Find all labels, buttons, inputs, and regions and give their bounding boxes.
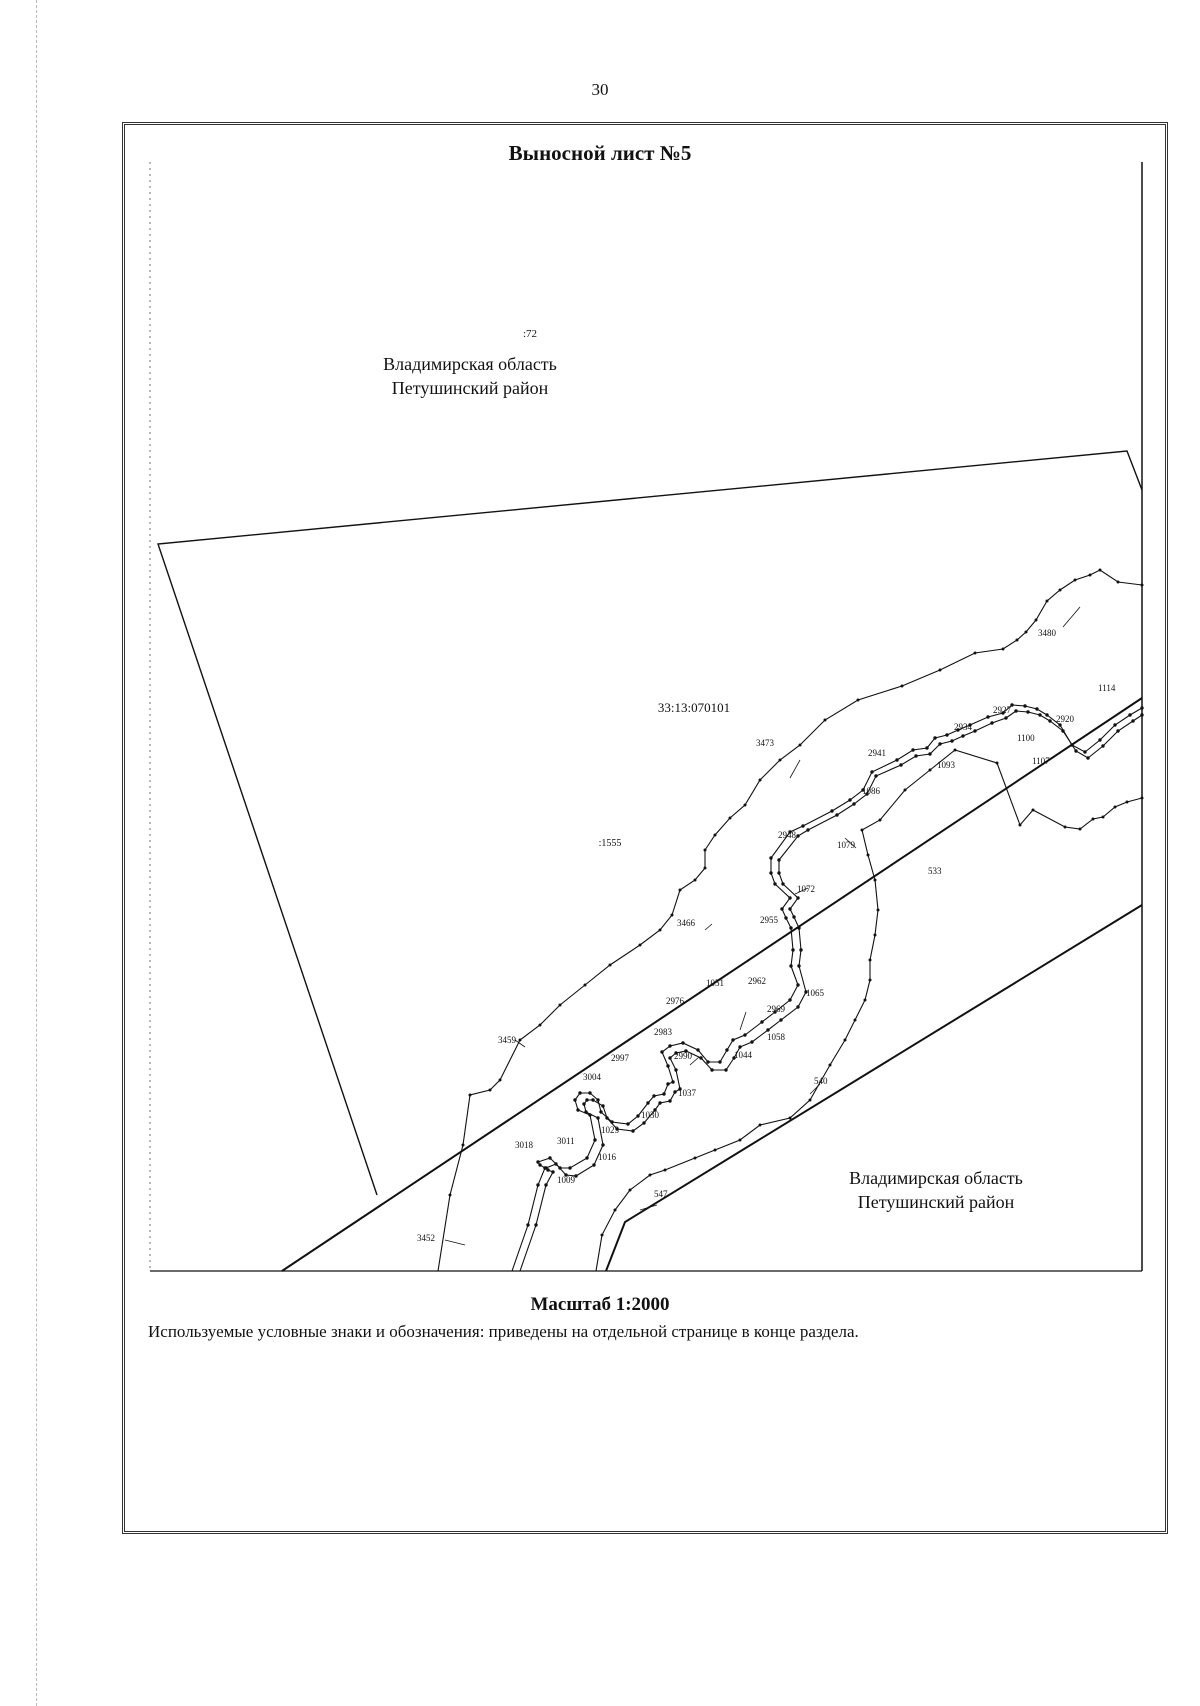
boundary-vertex bbox=[559, 1004, 562, 1007]
boundary-vertex bbox=[706, 1060, 709, 1063]
point-label: 1058 bbox=[767, 1032, 785, 1042]
boundary-vertex bbox=[662, 1092, 665, 1095]
boundary-vertex bbox=[605, 1116, 608, 1119]
boundary-vertex bbox=[519, 1039, 522, 1042]
boundary-vertex bbox=[1131, 719, 1134, 722]
boundary-vertex bbox=[939, 669, 942, 672]
boundary-vertex bbox=[788, 896, 791, 899]
point-label: 2990 bbox=[674, 1051, 692, 1061]
boundary-vertex bbox=[1046, 600, 1049, 603]
point-label: 3473 bbox=[756, 738, 774, 748]
boundary-vertex bbox=[869, 959, 872, 962]
region-label-top-line1: Владимирская область bbox=[383, 354, 557, 374]
boundary-vertex bbox=[596, 1098, 599, 1101]
point-label: 2983 bbox=[654, 1027, 672, 1037]
boundary-vertex bbox=[614, 1209, 617, 1212]
boundary-vertex bbox=[666, 1082, 669, 1085]
boundary-vertex bbox=[1025, 631, 1028, 634]
boundary-vertex bbox=[601, 1234, 604, 1237]
boundary-vertex bbox=[699, 1056, 702, 1059]
boundary-vertex bbox=[929, 769, 932, 772]
label-leaders bbox=[445, 607, 1080, 1245]
boundary-vertex bbox=[642, 1121, 645, 1124]
boundary-vertex bbox=[1141, 797, 1144, 800]
boundary-vertex bbox=[829, 1064, 832, 1067]
boundary-vertex bbox=[743, 1033, 746, 1036]
stream-line-a bbox=[512, 705, 1142, 1271]
boundary-vertex bbox=[867, 854, 870, 857]
point-label: 1009 bbox=[557, 1175, 575, 1185]
boundary-vertex bbox=[904, 789, 907, 792]
boundary-vertex bbox=[789, 926, 792, 929]
boundary-vertex bbox=[806, 828, 809, 831]
boundary-vertex bbox=[792, 915, 795, 918]
boundary-vertex bbox=[1048, 719, 1051, 722]
boundary-vertex bbox=[895, 758, 898, 761]
boundary-vertex bbox=[938, 742, 941, 745]
point-label: 1016 bbox=[598, 1152, 616, 1162]
boundary-vertex bbox=[781, 882, 784, 885]
boundary-vertex bbox=[777, 858, 780, 861]
point-label: 2941 bbox=[868, 748, 886, 758]
boundary-vertex bbox=[724, 1068, 727, 1071]
scale-label: Масштаб 1:2000 bbox=[530, 1294, 670, 1315]
boundary-vertex bbox=[679, 889, 682, 892]
boundary-vertex bbox=[911, 748, 914, 751]
boundary-vertex bbox=[674, 1068, 677, 1071]
boundary-vertex bbox=[718, 1060, 721, 1063]
point-label: 1023 bbox=[601, 1125, 619, 1135]
boundary-vertex bbox=[797, 926, 800, 929]
boundary-vertex bbox=[568, 1166, 571, 1169]
boundary-vertex bbox=[1098, 738, 1101, 741]
boundary-vertex bbox=[526, 1223, 529, 1226]
boundary-vertex bbox=[738, 1045, 741, 1048]
boundary-vertex bbox=[996, 762, 999, 765]
boundary-vertex bbox=[874, 879, 877, 882]
boundary-vertex bbox=[848, 798, 851, 801]
cadastral-quarter-label: 33:13:070101 bbox=[657, 700, 731, 715]
boundary-vertex bbox=[576, 1108, 579, 1111]
boundary-vertex bbox=[1026, 710, 1029, 713]
boundary-vertex bbox=[725, 1048, 728, 1051]
boundary-vertex bbox=[449, 1194, 452, 1197]
boundary-vertex bbox=[1061, 729, 1064, 732]
boundary-vertex bbox=[899, 763, 902, 766]
boundary-vertex bbox=[582, 1102, 585, 1105]
boundary-vertex bbox=[646, 1101, 649, 1104]
boundary-vertex bbox=[593, 1138, 596, 1141]
boundary-vertex bbox=[950, 739, 953, 742]
boundary-vertex bbox=[536, 1160, 539, 1163]
point-label: 1079 bbox=[837, 840, 855, 850]
boundary-vertex bbox=[789, 964, 792, 967]
point-label: 2948 bbox=[778, 830, 796, 840]
boundary-vertex bbox=[1086, 756, 1089, 759]
boundary-vertex bbox=[788, 998, 791, 1001]
point-label: 3466 bbox=[677, 918, 695, 928]
boundary-vertex bbox=[1035, 707, 1038, 710]
boundary-vertex bbox=[469, 1094, 472, 1097]
boundary-vertex bbox=[1045, 713, 1048, 716]
boundary-vertex bbox=[877, 909, 880, 912]
boundary-vertex bbox=[609, 964, 612, 967]
boundary-vertex bbox=[835, 813, 838, 816]
boundary-vertex bbox=[759, 779, 762, 782]
point-label: 1107 bbox=[1032, 756, 1050, 766]
boundary-vertex bbox=[1102, 816, 1105, 819]
boundary-vertex bbox=[801, 824, 804, 827]
boundary-vertex bbox=[652, 1094, 655, 1097]
boundary-vertex bbox=[861, 829, 864, 832]
boundary-vertex bbox=[714, 834, 717, 837]
point-label: 2962 bbox=[748, 976, 766, 986]
point-label: 2927 bbox=[993, 705, 1011, 715]
boundary-vertex bbox=[585, 1098, 588, 1101]
boundary-vertex bbox=[830, 809, 833, 812]
boundary-vertex bbox=[1126, 801, 1129, 804]
boundary-vertex bbox=[601, 1143, 604, 1146]
boundary-vertex bbox=[1089, 574, 1092, 577]
boundary-vertex bbox=[592, 1163, 595, 1166]
boundary-vertex bbox=[864, 999, 867, 1002]
boundary-vertex bbox=[668, 1099, 671, 1102]
boundary-vertex bbox=[1032, 809, 1035, 812]
point-label: 3011 bbox=[557, 1136, 575, 1146]
point-label: 2976 bbox=[666, 996, 684, 1006]
boundary-vertex bbox=[759, 1124, 762, 1127]
boundary-vertex bbox=[1035, 619, 1038, 622]
boundary-vertex bbox=[534, 1223, 537, 1226]
parcel-label-1555: :1555 bbox=[598, 838, 622, 849]
boundary-vertex bbox=[1070, 743, 1073, 746]
boundary-vertex bbox=[869, 979, 872, 982]
boundary-vertex bbox=[499, 1079, 502, 1082]
point-label: 3459 bbox=[498, 1035, 516, 1045]
region-label-bottom-line2: Петушинский район bbox=[857, 1192, 1015, 1212]
boundary-vertex bbox=[596, 1116, 599, 1119]
boundary-vertex bbox=[659, 929, 662, 932]
boundary-vertex bbox=[945, 733, 948, 736]
boundary-vertex bbox=[1141, 584, 1144, 587]
boundary-vertex bbox=[1038, 713, 1041, 716]
boundary-vertex bbox=[990, 721, 993, 724]
boundary-vertex bbox=[639, 944, 642, 947]
boundary-vertex bbox=[588, 1091, 591, 1094]
boundary-vertex bbox=[660, 1050, 663, 1053]
boundary-vertex bbox=[658, 1101, 661, 1104]
boundary-vertex bbox=[844, 1039, 847, 1042]
boundary-vertex bbox=[1099, 569, 1102, 572]
point-label: 1114 bbox=[1098, 683, 1116, 693]
boundary-vertex bbox=[779, 759, 782, 762]
boundary-vertex bbox=[694, 879, 697, 882]
boundary-vertex bbox=[1079, 828, 1082, 831]
boundary-vertex bbox=[1128, 713, 1131, 716]
boundary-vertices bbox=[449, 569, 1144, 1237]
boundary-vertex bbox=[809, 1099, 812, 1102]
boundary-vertex bbox=[664, 1169, 667, 1172]
boundary-vertex bbox=[729, 817, 732, 820]
point-label: 540 bbox=[814, 1076, 828, 1086]
boundary-vertex bbox=[671, 914, 674, 917]
boundary-vertex bbox=[544, 1166, 547, 1169]
boundary-vertex bbox=[539, 1024, 542, 1027]
boundary-vertex bbox=[1002, 648, 1005, 651]
boundary-vertex bbox=[462, 1144, 465, 1147]
boundary-vertex bbox=[1083, 750, 1086, 753]
boundary-vertex bbox=[681, 1041, 684, 1044]
boundary-vertex bbox=[1114, 806, 1117, 809]
point-label: 1030 bbox=[641, 1110, 659, 1120]
boundary-vertex bbox=[874, 774, 877, 777]
boundary-vertex bbox=[1116, 729, 1119, 732]
boundary-vertex bbox=[973, 729, 976, 732]
boundary-vertex bbox=[914, 754, 917, 757]
parcel-boundary-large bbox=[158, 451, 1142, 1195]
boundary-vertex bbox=[1101, 744, 1104, 747]
boundary-vertex bbox=[796, 896, 799, 899]
boundary-vertex bbox=[779, 1018, 782, 1021]
boundary-vertex bbox=[1059, 589, 1062, 592]
boundary-vertex bbox=[585, 1156, 588, 1159]
boundary-vertex bbox=[578, 1091, 581, 1094]
region-label-bottom-line1: Владимирская область bbox=[849, 1168, 1023, 1188]
boundary-vertex bbox=[1117, 581, 1120, 584]
boundary-vertex bbox=[668, 1056, 671, 1059]
boundary-vertex bbox=[1014, 709, 1017, 712]
boundary-vertex bbox=[666, 1064, 669, 1067]
boundary-vertex bbox=[974, 652, 977, 655]
boundary-vertex bbox=[1004, 716, 1007, 719]
boundary-vertex bbox=[879, 819, 882, 822]
boundary-vertex bbox=[536, 1183, 539, 1186]
boundary-vertex bbox=[1113, 723, 1116, 726]
boundary-vertex bbox=[750, 1040, 753, 1043]
boundary-vertex bbox=[1019, 824, 1022, 827]
boundary-vertex bbox=[489, 1089, 492, 1092]
boundary-vertex bbox=[601, 1104, 604, 1107]
boundary-vertex bbox=[954, 749, 957, 752]
point-label: 1072 bbox=[797, 884, 815, 894]
point-label: 1065 bbox=[806, 988, 824, 998]
boundary-vertex bbox=[789, 1117, 792, 1120]
point-label: 3004 bbox=[583, 1072, 601, 1082]
boundary-vertex bbox=[1016, 639, 1019, 642]
boundary-vertex bbox=[760, 1020, 763, 1023]
boundary-vertex bbox=[1064, 826, 1067, 829]
boundary-vertex bbox=[791, 948, 794, 951]
boundary-vertex bbox=[777, 871, 780, 874]
point-label: 1093 bbox=[937, 760, 955, 770]
boundary-vertex bbox=[544, 1183, 547, 1186]
boundary-vertex bbox=[1023, 704, 1026, 707]
boundary-vertex bbox=[870, 770, 873, 773]
point-label: 3452 bbox=[417, 1233, 435, 1243]
boundary-vertex bbox=[961, 734, 964, 737]
boundary-vertex bbox=[626, 1122, 629, 1125]
point-label: 2997 bbox=[611, 1053, 629, 1063]
point-label: 1100 bbox=[1017, 733, 1035, 743]
boundary-vertex bbox=[610, 1120, 613, 1123]
boundary-vertex bbox=[928, 752, 931, 755]
point-label: 2934 bbox=[954, 722, 972, 732]
boundary-vertex bbox=[696, 1048, 699, 1051]
boundary-vertex bbox=[1092, 818, 1095, 821]
boundary-vertex bbox=[629, 1189, 632, 1192]
point-label: 3018 bbox=[515, 1140, 533, 1150]
point-label: 1051 bbox=[706, 978, 724, 988]
point-label: 3480 bbox=[1038, 628, 1056, 638]
boundary-vertex bbox=[773, 882, 776, 885]
boundary-vertex bbox=[739, 1139, 742, 1142]
boundary-vertex bbox=[852, 802, 855, 805]
page-number: 30 bbox=[591, 80, 609, 99]
boundary-vertex bbox=[799, 948, 802, 951]
boundary-vertex bbox=[710, 1068, 713, 1071]
boundary-vertex bbox=[824, 719, 827, 722]
boundary-vertex bbox=[671, 1080, 674, 1083]
parcel-label-72: :72 bbox=[522, 328, 538, 340]
sheet-title: Выносной лист №5 bbox=[508, 141, 692, 165]
boundary-vertex bbox=[588, 1113, 591, 1116]
boundary-vertex bbox=[854, 1019, 857, 1022]
boundary-vertex bbox=[649, 1174, 652, 1177]
boundary-vertex bbox=[558, 1166, 561, 1169]
region-label-top-line2: Петушинский район bbox=[391, 378, 549, 398]
boundary-vertex bbox=[874, 934, 877, 937]
boundary-vertex bbox=[796, 1005, 799, 1008]
boundary-vertex bbox=[554, 1162, 557, 1165]
boundary-vertex bbox=[857, 699, 860, 702]
boundary-vertex bbox=[538, 1163, 541, 1166]
boundary-vertex bbox=[599, 1110, 602, 1113]
stream-line-b bbox=[520, 711, 1142, 1271]
boundary-vertex bbox=[901, 685, 904, 688]
boundary-vertex bbox=[668, 1044, 671, 1047]
boundary-vertex bbox=[1140, 713, 1143, 716]
boundary-vertex bbox=[744, 804, 747, 807]
boundary-vertex bbox=[1074, 749, 1077, 752]
boundary-vertex bbox=[925, 746, 928, 749]
boundary-vertex bbox=[769, 871, 772, 874]
boundary-vertex bbox=[780, 907, 783, 910]
boundary-vertex bbox=[784, 916, 787, 919]
boundary-vertex bbox=[573, 1098, 576, 1101]
point-label: 1044 bbox=[734, 1050, 752, 1060]
boundary-vertex bbox=[584, 1110, 587, 1113]
point-number-labels bbox=[417, 628, 1116, 1243]
boundary-vertex bbox=[1074, 579, 1077, 582]
zone-boundary-upper bbox=[438, 570, 1142, 1271]
boundary-vertex bbox=[1140, 706, 1143, 709]
boundary-vertex bbox=[704, 849, 707, 852]
boundary-vertex bbox=[769, 856, 772, 859]
boundary-vertex bbox=[551, 1170, 554, 1173]
point-label: 1086 bbox=[862, 786, 880, 796]
boundary-vertex bbox=[796, 834, 799, 837]
boundary-vertex bbox=[796, 983, 799, 986]
boundary-vertex bbox=[591, 1098, 594, 1101]
point-label: 547 bbox=[654, 1189, 668, 1199]
boundary-vertex bbox=[694, 1157, 697, 1160]
boundary-vertex bbox=[933, 736, 936, 739]
boundary-vertex bbox=[788, 907, 791, 910]
point-label: 1037 bbox=[678, 1088, 696, 1098]
boundary-vertex bbox=[636, 1114, 639, 1117]
boundary-vertex bbox=[584, 984, 587, 987]
boundary-vertex bbox=[986, 715, 989, 718]
legend-note: Используемые условные знаки и обозначения: приведены на отдельной странице в конце раздела. bbox=[148, 1322, 859, 1341]
boundary-vertex bbox=[548, 1156, 551, 1159]
point-label: 2969 bbox=[767, 1004, 785, 1014]
boundary-vertex bbox=[704, 867, 707, 870]
point-label: 533 bbox=[928, 866, 942, 876]
boundary-vertex bbox=[631, 1129, 634, 1132]
boundary-vertex bbox=[714, 1149, 717, 1152]
boundary-vertex bbox=[731, 1038, 734, 1041]
point-label: 2920 bbox=[1056, 714, 1074, 724]
boundary-vertex bbox=[799, 744, 802, 747]
boundary-vertex bbox=[797, 964, 800, 967]
point-label: 2955 bbox=[760, 915, 778, 925]
boundary-vertex bbox=[673, 1090, 676, 1093]
